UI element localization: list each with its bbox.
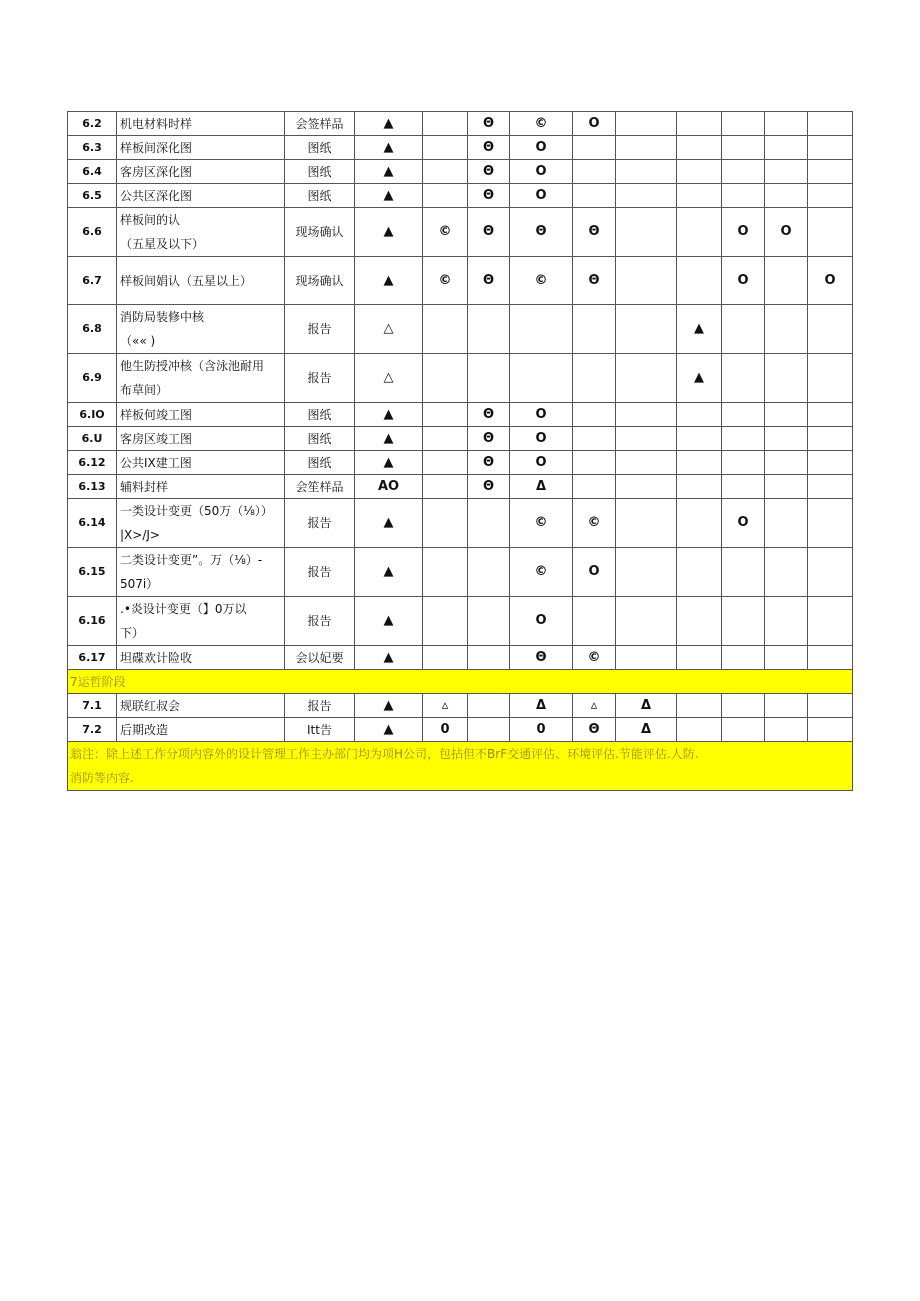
role-mark bbox=[468, 597, 510, 646]
phase-label: 7运哲阶段 bbox=[68, 670, 853, 694]
role-mark: ▲ bbox=[355, 548, 423, 597]
role-mark bbox=[677, 403, 722, 427]
role-mark bbox=[573, 475, 616, 499]
item-name: 二类设计变更”。万（⅛）- 507i） bbox=[117, 548, 285, 597]
role-mark bbox=[616, 208, 677, 257]
item-name: 消防局装修中核 （«« ) bbox=[117, 305, 285, 354]
role-mark bbox=[677, 646, 722, 670]
role-mark: ▲ bbox=[677, 354, 722, 403]
responsibility-matrix-table bbox=[67, 111, 853, 791]
item-name: 样板间的认 （五星及以下） bbox=[117, 208, 285, 257]
role-mark bbox=[573, 136, 616, 160]
role-mark: ▵ bbox=[573, 694, 616, 718]
item-number: 6.IO bbox=[68, 403, 117, 427]
role-mark bbox=[722, 548, 765, 597]
role-mark: Θ bbox=[468, 427, 510, 451]
role-mark bbox=[423, 403, 468, 427]
role-mark: Θ bbox=[468, 208, 510, 257]
role-mark: Θ bbox=[573, 257, 616, 305]
role-mark bbox=[808, 112, 853, 136]
role-mark: ▲ bbox=[355, 403, 423, 427]
role-mark bbox=[722, 427, 765, 451]
role-mark bbox=[808, 208, 853, 257]
role-mark bbox=[808, 475, 853, 499]
role-mark bbox=[677, 136, 722, 160]
note-row bbox=[68, 742, 853, 791]
table-row bbox=[68, 475, 853, 499]
role-mark: 0 bbox=[423, 718, 468, 742]
role-mark bbox=[677, 257, 722, 305]
role-mark bbox=[573, 597, 616, 646]
item-number: 6.13 bbox=[68, 475, 117, 499]
role-mark: Θ bbox=[468, 160, 510, 184]
deliverable-type: 会签样品 bbox=[285, 112, 355, 136]
note-text: 翁注：除上述工作分项内容外的设计管理工作主办部门均为项H公司，包拈但不BrF交通评估、环境评估.节能评估.人防. 消防等内容. bbox=[68, 742, 853, 791]
role-mark: ▲ bbox=[355, 257, 423, 305]
role-mark bbox=[677, 427, 722, 451]
role-mark: ▲ bbox=[355, 160, 423, 184]
item-number: 6.15 bbox=[68, 548, 117, 597]
role-mark bbox=[468, 646, 510, 670]
role-mark bbox=[765, 475, 808, 499]
deliverable-type: 现场确认 bbox=[285, 257, 355, 305]
item-number: 7.1 bbox=[68, 694, 117, 718]
role-mark bbox=[765, 136, 808, 160]
role-mark bbox=[765, 160, 808, 184]
role-mark bbox=[573, 184, 616, 208]
role-mark: Θ bbox=[510, 208, 573, 257]
role-mark: Θ bbox=[468, 184, 510, 208]
role-mark bbox=[616, 451, 677, 475]
role-mark bbox=[616, 427, 677, 451]
role-mark bbox=[808, 136, 853, 160]
role-mark bbox=[616, 548, 677, 597]
role-mark: Δ bbox=[616, 718, 677, 742]
item-name: 他生防授冲核（含泳池耐用 布草间） bbox=[117, 354, 285, 403]
role-mark bbox=[616, 499, 677, 548]
table-row bbox=[68, 451, 853, 475]
role-mark bbox=[616, 597, 677, 646]
item-number: 6.7 bbox=[68, 257, 117, 305]
role-mark bbox=[808, 646, 853, 670]
role-mark bbox=[808, 160, 853, 184]
item-number: 6.6 bbox=[68, 208, 117, 257]
role-mark bbox=[423, 475, 468, 499]
role-mark bbox=[765, 305, 808, 354]
role-mark bbox=[765, 548, 808, 597]
role-mark bbox=[808, 354, 853, 403]
role-mark bbox=[573, 160, 616, 184]
role-mark bbox=[616, 160, 677, 184]
role-mark: Δ bbox=[510, 694, 573, 718]
table-row bbox=[68, 548, 853, 597]
item-name: 客房区竣工图 bbox=[117, 427, 285, 451]
role-mark bbox=[510, 354, 573, 403]
role-mark bbox=[722, 597, 765, 646]
role-mark bbox=[677, 475, 722, 499]
role-mark bbox=[765, 112, 808, 136]
role-mark: O bbox=[765, 208, 808, 257]
role-mark bbox=[573, 427, 616, 451]
role-mark: © bbox=[510, 548, 573, 597]
item-name: 样板间娟认（五星以上） bbox=[117, 257, 285, 305]
role-mark bbox=[616, 646, 677, 670]
deliverable-type: 报告 bbox=[285, 499, 355, 548]
role-mark: Θ bbox=[468, 136, 510, 160]
item-number: 6.3 bbox=[68, 136, 117, 160]
role-mark bbox=[765, 354, 808, 403]
table-row bbox=[68, 646, 853, 670]
role-mark bbox=[765, 451, 808, 475]
phase-header-row bbox=[68, 670, 853, 694]
role-mark: O bbox=[722, 208, 765, 257]
role-mark bbox=[808, 305, 853, 354]
role-mark bbox=[765, 499, 808, 548]
role-mark bbox=[423, 136, 468, 160]
role-mark bbox=[722, 718, 765, 742]
role-mark bbox=[765, 257, 808, 305]
role-mark bbox=[808, 184, 853, 208]
role-mark: © bbox=[510, 112, 573, 136]
role-mark bbox=[423, 354, 468, 403]
role-mark: O bbox=[573, 112, 616, 136]
table-row bbox=[68, 257, 853, 305]
item-name: 后期改造 bbox=[117, 718, 285, 742]
role-mark: O bbox=[510, 136, 573, 160]
role-mark bbox=[468, 718, 510, 742]
item-number: 6.5 bbox=[68, 184, 117, 208]
deliverable-type: 报告 bbox=[285, 354, 355, 403]
role-mark bbox=[677, 184, 722, 208]
role-mark bbox=[423, 112, 468, 136]
role-mark bbox=[677, 548, 722, 597]
deliverable-type: 图纸 bbox=[285, 451, 355, 475]
role-mark bbox=[765, 427, 808, 451]
role-mark bbox=[677, 694, 722, 718]
role-mark: O bbox=[510, 403, 573, 427]
role-mark: ▲ bbox=[355, 646, 423, 670]
role-mark bbox=[573, 305, 616, 354]
item-name: 公共区深化图 bbox=[117, 184, 285, 208]
role-mark bbox=[423, 548, 468, 597]
role-mark bbox=[808, 597, 853, 646]
role-mark: © bbox=[423, 257, 468, 305]
role-mark bbox=[573, 451, 616, 475]
role-mark: © bbox=[510, 499, 573, 548]
role-mark: Θ bbox=[468, 451, 510, 475]
role-mark bbox=[765, 597, 808, 646]
role-mark bbox=[677, 499, 722, 548]
role-mark: O bbox=[510, 597, 573, 646]
role-mark bbox=[677, 597, 722, 646]
role-mark bbox=[616, 136, 677, 160]
role-mark: O bbox=[510, 160, 573, 184]
role-mark bbox=[722, 184, 765, 208]
role-mark bbox=[423, 184, 468, 208]
role-mark bbox=[423, 305, 468, 354]
role-mark: ▵ bbox=[423, 694, 468, 718]
role-mark: O bbox=[808, 257, 853, 305]
role-mark bbox=[616, 475, 677, 499]
role-mark: O bbox=[510, 427, 573, 451]
role-mark bbox=[468, 499, 510, 548]
deliverable-type: 会以妃要 bbox=[285, 646, 355, 670]
role-mark bbox=[722, 694, 765, 718]
item-number: 6.2 bbox=[68, 112, 117, 136]
deliverable-type: 图纸 bbox=[285, 136, 355, 160]
role-mark: Θ bbox=[468, 475, 510, 499]
role-mark: © bbox=[573, 499, 616, 548]
role-mark bbox=[722, 160, 765, 184]
role-mark bbox=[677, 208, 722, 257]
role-mark: ▲ bbox=[355, 208, 423, 257]
role-mark bbox=[423, 160, 468, 184]
item-name: 辅料封样 bbox=[117, 475, 285, 499]
item-number: 7.2 bbox=[68, 718, 117, 742]
table-row bbox=[68, 160, 853, 184]
role-mark: O bbox=[573, 548, 616, 597]
role-mark: O bbox=[510, 451, 573, 475]
role-mark bbox=[677, 451, 722, 475]
role-mark: ▲ bbox=[355, 694, 423, 718]
role-mark bbox=[808, 718, 853, 742]
role-mark: ▲ bbox=[355, 427, 423, 451]
deliverable-type: 报告 bbox=[285, 305, 355, 354]
role-mark bbox=[573, 354, 616, 403]
role-mark: 0 bbox=[510, 718, 573, 742]
role-mark bbox=[722, 354, 765, 403]
role-mark bbox=[616, 112, 677, 136]
role-mark: ▲ bbox=[355, 112, 423, 136]
role-mark: Θ bbox=[468, 403, 510, 427]
role-mark bbox=[468, 548, 510, 597]
deliverable-type: 报告 bbox=[285, 548, 355, 597]
role-mark: ▲ bbox=[677, 305, 722, 354]
item-number: 6.8 bbox=[68, 305, 117, 354]
role-mark bbox=[722, 112, 765, 136]
role-mark: © bbox=[573, 646, 616, 670]
role-mark bbox=[677, 112, 722, 136]
role-mark bbox=[573, 403, 616, 427]
deliverable-type: 图纸 bbox=[285, 427, 355, 451]
table-row bbox=[68, 112, 853, 136]
role-mark: △ bbox=[355, 305, 423, 354]
deliverable-type: 图纸 bbox=[285, 184, 355, 208]
role-mark bbox=[808, 451, 853, 475]
role-mark: ▲ bbox=[355, 136, 423, 160]
role-mark: Θ bbox=[468, 257, 510, 305]
item-name: 公共IX建工图 bbox=[117, 451, 285, 475]
role-mark bbox=[722, 403, 765, 427]
role-mark bbox=[808, 694, 853, 718]
role-mark bbox=[722, 305, 765, 354]
item-name: 样板何竣工图 bbox=[117, 403, 285, 427]
role-mark bbox=[510, 305, 573, 354]
role-mark: © bbox=[423, 208, 468, 257]
role-mark bbox=[468, 694, 510, 718]
item-number: 6.9 bbox=[68, 354, 117, 403]
role-mark: Θ bbox=[573, 208, 616, 257]
item-name: 规联红叔会 bbox=[117, 694, 285, 718]
item-number: 6.12 bbox=[68, 451, 117, 475]
role-mark: Θ bbox=[510, 646, 573, 670]
table-row bbox=[68, 694, 853, 718]
table-row bbox=[68, 305, 853, 354]
role-mark bbox=[423, 597, 468, 646]
role-mark bbox=[616, 354, 677, 403]
role-mark bbox=[616, 184, 677, 208]
role-mark bbox=[808, 403, 853, 427]
table-row bbox=[68, 597, 853, 646]
item-number: 6.14 bbox=[68, 499, 117, 548]
table-row bbox=[68, 354, 853, 403]
table-row bbox=[68, 499, 853, 548]
role-mark bbox=[616, 403, 677, 427]
item-name: .•炎设计变更（】0万以 下） bbox=[117, 597, 285, 646]
role-mark bbox=[765, 646, 808, 670]
role-mark: ▲ bbox=[355, 718, 423, 742]
role-mark bbox=[423, 499, 468, 548]
role-mark bbox=[423, 451, 468, 475]
deliverable-type: Itt告 bbox=[285, 718, 355, 742]
role-mark: △ bbox=[355, 354, 423, 403]
item-number: 6.17 bbox=[68, 646, 117, 670]
role-mark: Δ bbox=[616, 694, 677, 718]
role-mark: O bbox=[722, 499, 765, 548]
table-row bbox=[68, 208, 853, 257]
role-mark bbox=[722, 451, 765, 475]
deliverable-type: 图纸 bbox=[285, 160, 355, 184]
role-mark bbox=[722, 136, 765, 160]
role-mark bbox=[808, 499, 853, 548]
role-mark: ▲ bbox=[355, 499, 423, 548]
item-name: 坦碟欢计险收 bbox=[117, 646, 285, 670]
role-mark: ▲ bbox=[355, 184, 423, 208]
role-mark: Θ bbox=[468, 112, 510, 136]
item-name: 一类设计变更（50万（⅛）） |X>/J> bbox=[117, 499, 285, 548]
table-body bbox=[68, 112, 853, 791]
table-row bbox=[68, 718, 853, 742]
table-row bbox=[68, 184, 853, 208]
role-mark: Θ bbox=[573, 718, 616, 742]
role-mark: O bbox=[722, 257, 765, 305]
role-mark bbox=[765, 718, 808, 742]
item-number: 6.4 bbox=[68, 160, 117, 184]
role-mark bbox=[468, 354, 510, 403]
role-mark bbox=[677, 160, 722, 184]
role-mark bbox=[423, 427, 468, 451]
deliverable-type: 图纸 bbox=[285, 403, 355, 427]
role-mark: O bbox=[510, 184, 573, 208]
role-mark: Δ bbox=[510, 475, 573, 499]
deliverable-type: 现场确认 bbox=[285, 208, 355, 257]
item-name: 机电材料时样 bbox=[117, 112, 285, 136]
role-mark bbox=[677, 718, 722, 742]
role-mark: © bbox=[510, 257, 573, 305]
role-mark bbox=[722, 646, 765, 670]
role-mark: ▲ bbox=[355, 451, 423, 475]
role-mark bbox=[616, 305, 677, 354]
role-mark: AO bbox=[355, 475, 423, 499]
role-mark bbox=[765, 694, 808, 718]
item-name: 样板间深化图 bbox=[117, 136, 285, 160]
role-mark bbox=[616, 257, 677, 305]
deliverable-type: 会笙样品 bbox=[285, 475, 355, 499]
role-mark bbox=[808, 427, 853, 451]
role-mark bbox=[468, 305, 510, 354]
role-mark bbox=[423, 646, 468, 670]
table-row bbox=[68, 136, 853, 160]
role-mark: ▲ bbox=[355, 597, 423, 646]
table-row bbox=[68, 427, 853, 451]
deliverable-type: 报告 bbox=[285, 694, 355, 718]
role-mark bbox=[765, 184, 808, 208]
role-mark bbox=[722, 475, 765, 499]
table-row bbox=[68, 403, 853, 427]
role-mark bbox=[808, 548, 853, 597]
deliverable-type: 报告 bbox=[285, 597, 355, 646]
item-number: 6.16 bbox=[68, 597, 117, 646]
item-name: 客房区深化图 bbox=[117, 160, 285, 184]
role-mark bbox=[765, 403, 808, 427]
item-number: 6.U bbox=[68, 427, 117, 451]
